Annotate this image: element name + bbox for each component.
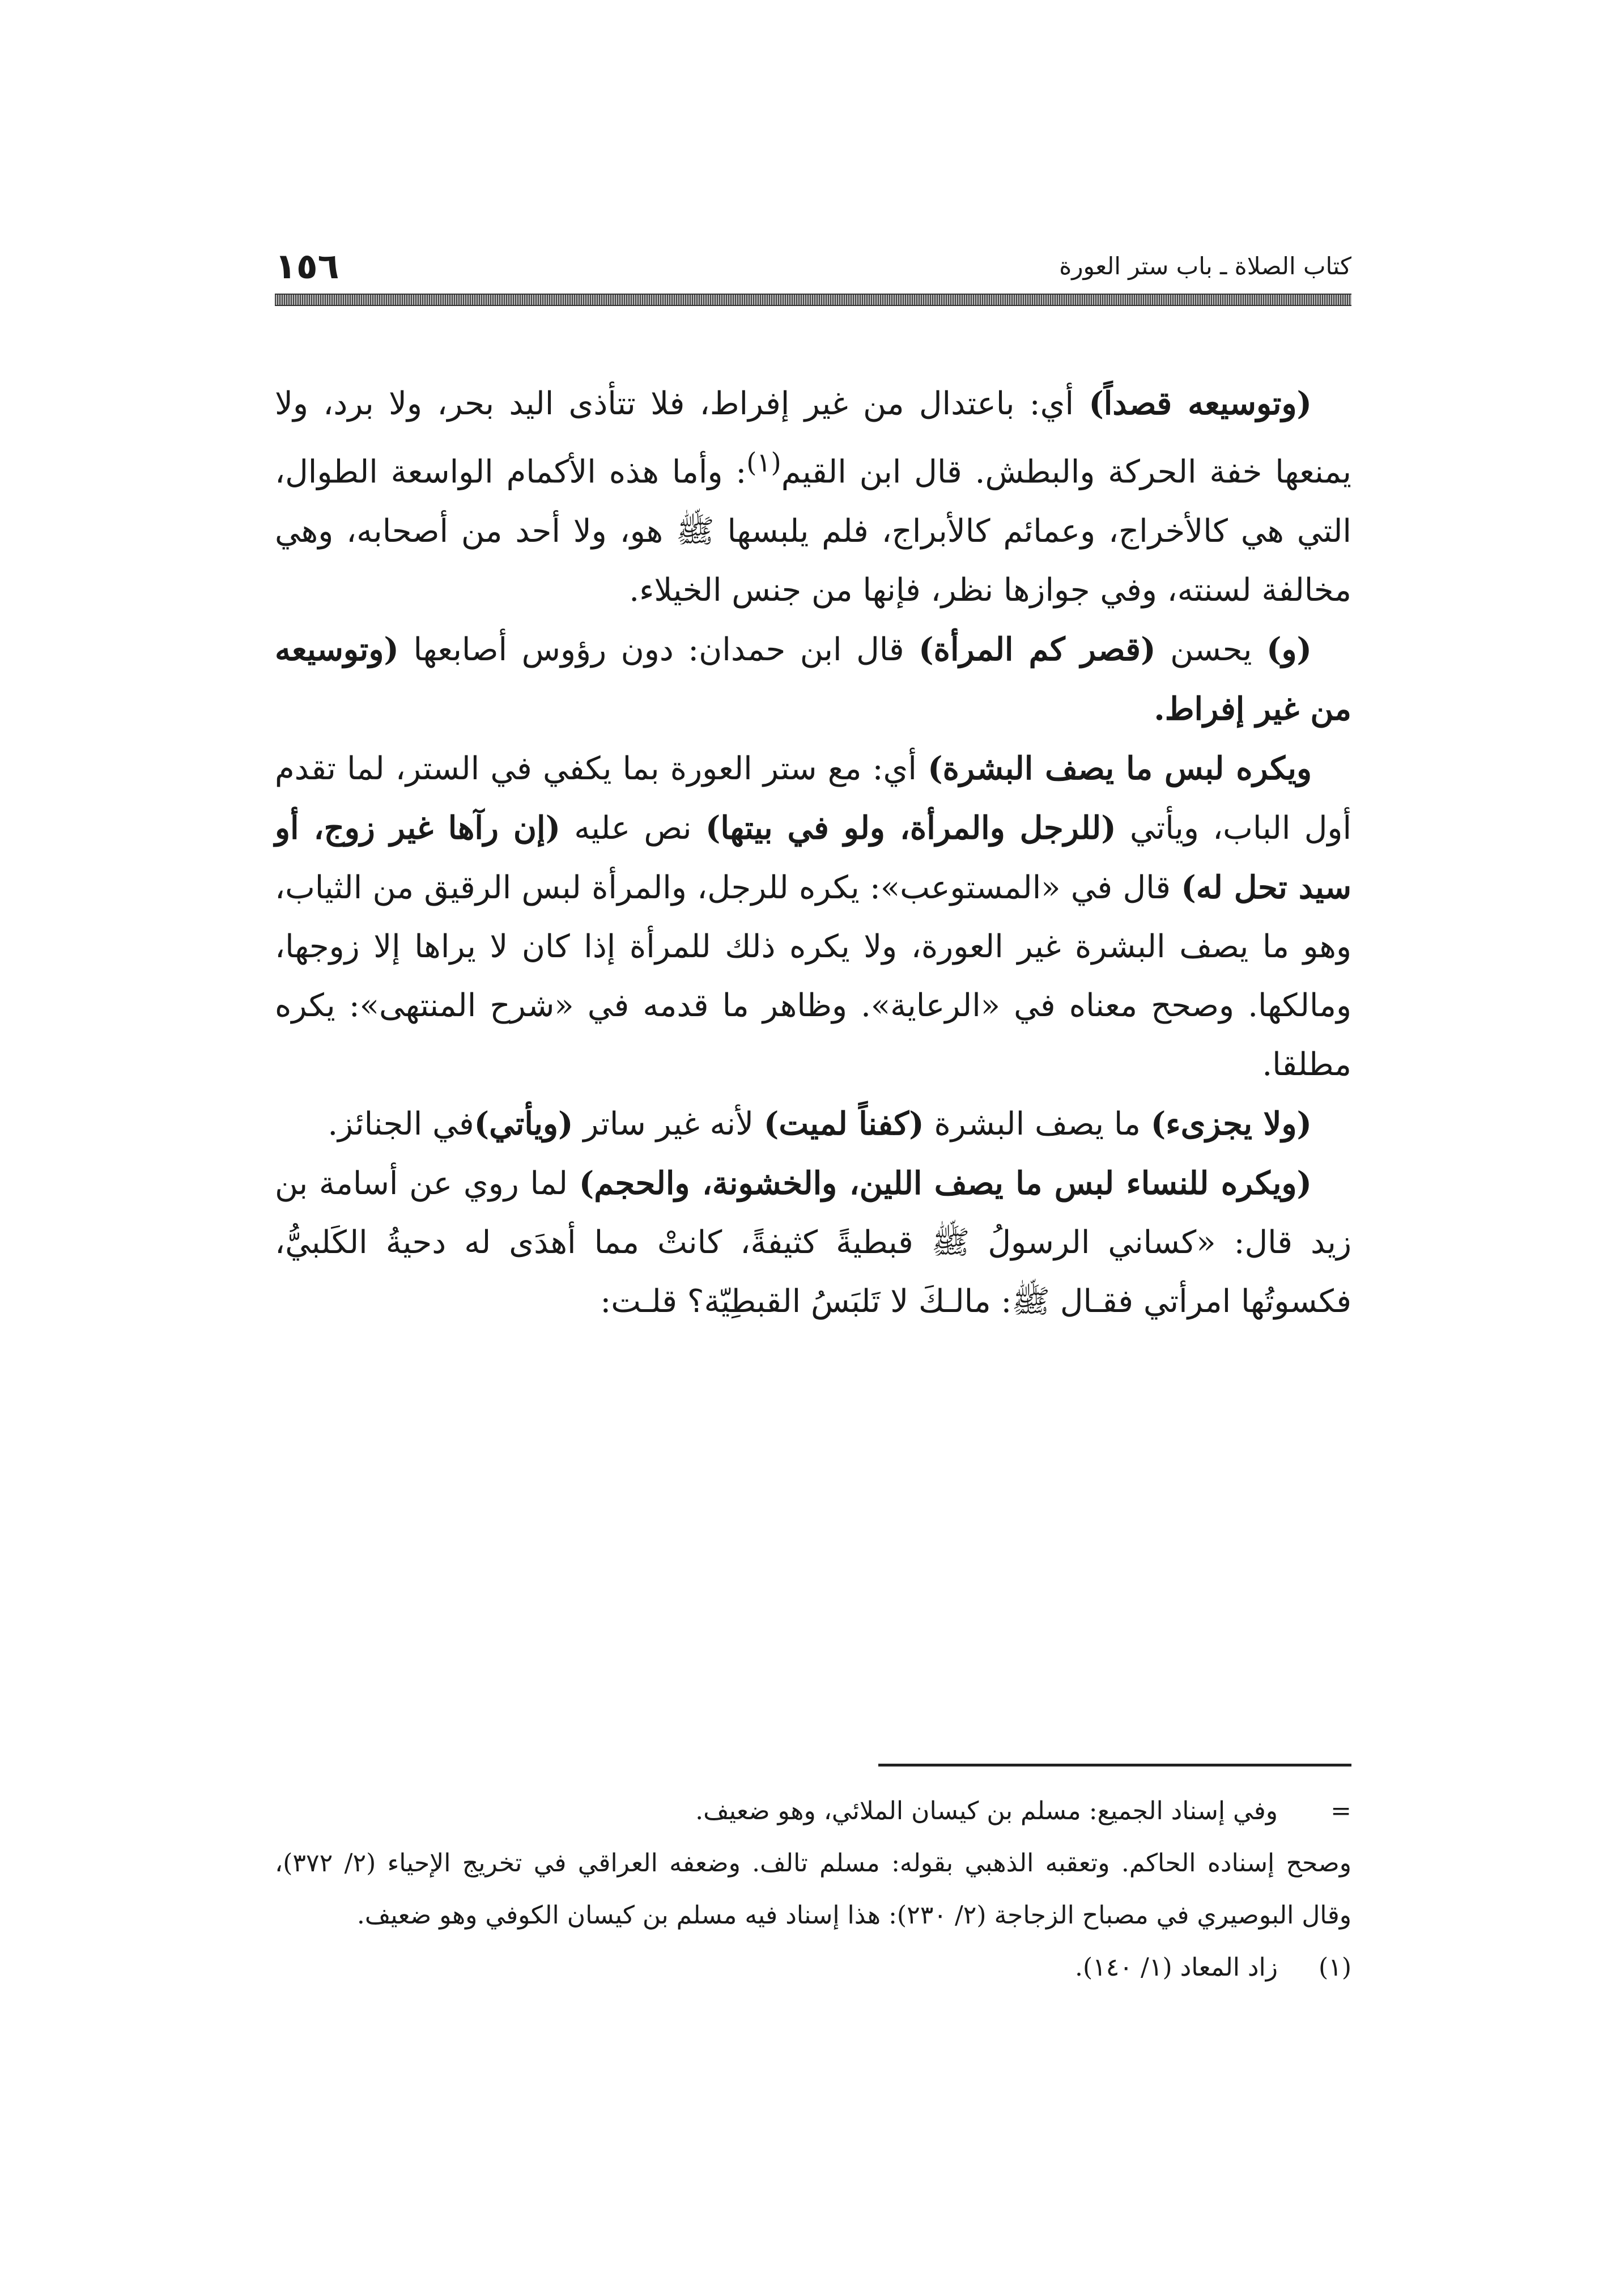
running-title: كتاب الصلاة ـ باب ستر العورة xyxy=(1059,252,1351,280)
bold-phrase: (قصر كم المرأة) xyxy=(919,630,1156,668)
footnote-number: (١) xyxy=(1319,1953,1351,1982)
page-number: ١٥٦ xyxy=(275,245,339,287)
footnote-separator xyxy=(878,1764,1351,1767)
text-run: قال ابن حمدان: دون رؤوس أصابعها xyxy=(398,631,919,668)
bold-phrase: (للرجل والمرأة، ولو في بيتها) xyxy=(705,809,1116,847)
text-run: أي: باعتدال من غير إفراط، فلا تتأذى اليد بحر، ولا برد، ولا يمنعها خفة الحركة والبطش. قال ابن القيم xyxy=(275,385,1351,491)
footnote-text: وفي إسناد الجميع: مسلم بن كيسان الملائي، وهو ضعيف. xyxy=(695,1797,1278,1825)
footnotes xyxy=(275,1785,1351,2137)
bold-phrase: (وتوسيعه قصداً) xyxy=(1089,385,1312,422)
text-run: نص عليه xyxy=(560,809,705,847)
footnote-continued-line xyxy=(275,1785,1351,1837)
footnote-continued-text xyxy=(275,1837,1351,1942)
text-run: أي: مع ستر العورة بما يكفي في الستر، لما تقدم أول الباب، ويأتي xyxy=(275,750,1352,847)
bold-phrase: (ويأتي) xyxy=(474,1105,573,1143)
footnote-text: وصحح إسناده الحاكم. وتعقبه الذهبي بقوله: مسلم تالف. وضعفه العراقي في تخريج الإحياء (٢/ ٣٧٢)، وقال البوصيري في مصباح الزجاجة (٢/ ٢٣٠): هذا إسناد فيه مسلم بن كيسان الكوفي وهو ضعيف. xyxy=(275,1849,1351,1930)
text-run: يحسن xyxy=(1155,631,1266,668)
header-rule xyxy=(275,294,1351,306)
footnote-1 xyxy=(275,1942,1351,1994)
paragraph-4 xyxy=(275,1094,1351,1154)
bold-phrase: (ويكره للنساء لبس ما يصف اللين، والخشونة، والحجم) xyxy=(579,1164,1312,1202)
text-run: ما يصف البشرة xyxy=(924,1105,1151,1143)
paragraph-5 xyxy=(275,1154,1351,1331)
bold-phrase: ويكره لبس ما يصف البشرة) xyxy=(928,749,1312,787)
footnote-text: زاد المعاد (١/ ١٤٠). xyxy=(1074,1953,1278,1982)
bold-phrase: (و) xyxy=(1266,630,1312,668)
main-text xyxy=(275,374,1351,1802)
paragraph-3 xyxy=(275,739,1351,1094)
text-run: لأنه غير ساتر xyxy=(573,1105,764,1143)
continuation-mark: = xyxy=(1330,1797,1351,1825)
page-header xyxy=(275,245,1351,287)
paragraph-2 xyxy=(275,620,1351,739)
text-run: لما روي عن أسامة بن زيد قال: «كساني الرسولُ ﷺ قبطيةً كثيفةً، كانتْ مما أهدَى له دحيةُ الكَلبيُّ، فكسوتُها امرأتي فقـال ﷺ: مالـكَ لا تَلبَسُ القبطِيّة؟ قلـت: xyxy=(275,1165,1351,1320)
text-run: في الجنائز. xyxy=(328,1105,474,1143)
text-run: : وأما هذه الأكمام الواسعة الطوال، التي هي كالأخراج، وعمائم كالأبراج، فلم يلبسها ﷺ هو، ولا أحد من أصحابه، وهي مخالفة لسنته، وفي جوازها نظر، فإنها من جنس الخيلاء. xyxy=(275,453,1351,609)
paragraph-1 xyxy=(275,374,1351,620)
bold-phrase: (ولا يجزىء) xyxy=(1150,1105,1312,1143)
bold-phrase: (وتوسيعه من غير إفراط. xyxy=(275,630,1351,728)
bold-phrase: (إن رآها غير زوج، أو سيد تحل له) xyxy=(275,809,1351,906)
footnote-ref[interactable]: (١) xyxy=(746,448,781,478)
text-run: قال في «المستوعب»: يكره للرجل، والمرأة لبس الرقيق من الثياب، وهو ما يصف البشرة غير العورة، ولا يكره ذلك للمرأة إذا كان لا يراها إلا زوجها، ومالكها. وصحح معناه في «الرعاية». وظاهر ما قدمه في «شرح المنتهى»: يكره مطلقا. xyxy=(275,869,1351,1083)
bold-phrase: (كفناً لميت) xyxy=(763,1105,924,1143)
